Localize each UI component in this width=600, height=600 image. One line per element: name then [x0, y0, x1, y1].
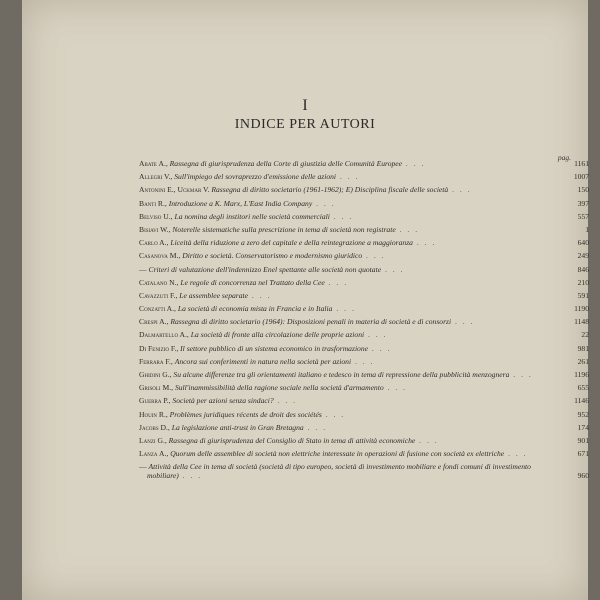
book-page	[22, 0, 588, 600]
entry-page-number: 671	[577, 449, 589, 459]
index-entry	[139, 199, 589, 208]
entry-page-number: 640	[577, 238, 589, 248]
index-entry	[139, 291, 589, 300]
entry-author: Abate A.,	[139, 159, 168, 168]
entry-title: Sull'impiego del sovraprezzo d'emissione delle azioni	[174, 172, 337, 182]
entry-page-number: 150	[577, 185, 589, 195]
entry-author: —	[139, 462, 147, 472]
entry-author: Conzatti A.,	[139, 304, 176, 314]
entry-page-number: 22	[581, 330, 589, 340]
leader-dots: . . .	[329, 211, 354, 221]
leader-dots: . . .	[178, 471, 203, 481]
index-entry	[139, 185, 589, 194]
entry-author: Ferrara F.,	[139, 356, 173, 366]
entry-author: Allegri V.,	[139, 172, 173, 182]
entry-title: Le assemblee separate	[179, 290, 249, 300]
leader-dots: . . .	[248, 290, 272, 300]
entry-author: Banti R.,	[139, 198, 167, 208]
index-entry	[139, 225, 589, 234]
entry-title: Diritto e società. Conservatorismo e modernismo giuridico	[182, 251, 363, 261]
entry-page-number: 901	[577, 435, 589, 445]
entry-title: Rassegna di giurisprudenza del Consiglio di Stato in tema di attività economiche	[168, 435, 416, 445]
entry-page-number: 210	[577, 277, 589, 287]
leader-dots: . . .	[448, 185, 472, 195]
entry-title: Società per azioni senza sindaci?	[172, 396, 274, 406]
entry-author: Cavazzuti F.,	[139, 290, 178, 300]
page-title: INDICE PER AUTORI	[234, 117, 376, 132]
index-entry	[139, 172, 589, 181]
entry-page-number: 846	[577, 264, 589, 274]
leader-dots: . . .	[415, 435, 439, 445]
entry-author: Di Fenizio F.,	[139, 343, 179, 353]
index-entry	[139, 278, 589, 287]
entry-author: Bisiavi W.,	[139, 224, 171, 234]
entry-title: Rassegna di diritto societario (1964): Disposizioni penali in materia di società e di consorzi	[170, 317, 452, 327]
entry-page-number: 1007	[573, 172, 589, 182]
entry-page-number: 174	[577, 422, 589, 432]
entry-title: La società di economia mista in Francia e in Italia	[177, 304, 333, 314]
leader-dots: . . .	[402, 159, 426, 168]
index-entry	[139, 370, 589, 379]
index-entry	[139, 265, 589, 274]
entry-title: Criteri di valutazione dell'indennizzo Enel spettante alle società non quotate	[148, 264, 382, 274]
entry-author: Ghidini G.,	[139, 370, 172, 379]
entry-title: Liceità della riduzione a zero del capitale e della reintegrazione a maggioranza	[170, 238, 413, 248]
entry-title: Attività della Cee in tema di società (società di tipo europeo, società di investimento mobiliare e fondi comuni di investimento mobiliare)	[147, 462, 531, 481]
entry-page-number: 1190	[574, 304, 589, 314]
entry-author: Antonini E., Uckmar V.	[139, 185, 210, 195]
index-entry	[139, 436, 589, 445]
leader-dots: . . .	[451, 317, 475, 327]
entry-page-number: 591	[577, 290, 589, 300]
entry-page-number: 1146	[574, 396, 589, 406]
entry-page-number: 397	[577, 198, 589, 208]
leader-dots: . . .	[395, 224, 420, 234]
entry-author: Dalmartello A.,	[139, 330, 189, 340]
entry-title: La società di fronte alla circolazione delle proprie azioni	[190, 330, 365, 340]
index-entry	[139, 304, 589, 313]
entry-title: Su alcune differenze tra gli orientamenti italiano e tedesco in tema di repressione della pubblicità menzognera	[173, 370, 510, 379]
index-entry	[139, 212, 589, 221]
section-number: I	[302, 97, 308, 114]
entry-author: Houin R.,	[139, 409, 168, 419]
leader-dots: . . .	[324, 277, 349, 287]
entry-page-number: 655	[577, 383, 589, 393]
entry-title: Problèmes juridiques récents de droit des sociétés	[169, 409, 322, 419]
entry-title: Rassegna di diritto societario (1961-1962); E) Disciplina fiscale delle società	[211, 185, 449, 195]
entry-page-number: 249	[577, 251, 589, 261]
leader-dots: . . .	[383, 383, 408, 393]
index-entry	[139, 462, 589, 480]
entry-title: Quorum delle assemblee di società non elettriche interessate in operazioni di fusione con società ex elettriche	[170, 449, 505, 459]
entry-author: Crespi A.,	[139, 317, 169, 327]
entry-author: Grisoli M.,	[139, 383, 174, 393]
entry-page-number: 1148	[574, 317, 589, 327]
entry-title: La legislazione anti-trust in Gran Bretagna	[171, 422, 304, 432]
index-entry	[139, 357, 589, 366]
leader-dots: . . .	[312, 198, 336, 208]
entry-title: La nomina degli institori nelle società commerciali	[174, 211, 330, 221]
entry-title: Noterelle sistematiche sulla prescrizione in tema di società non registrate	[172, 224, 396, 234]
leader-dots: . . .	[332, 304, 356, 314]
entry-author: Carlo A.,	[139, 238, 169, 248]
index-entry	[139, 251, 589, 260]
entry-page-number: 952	[577, 409, 589, 419]
leader-dots: . . .	[351, 356, 375, 366]
entry-author: Jacobs D.,	[139, 422, 170, 432]
index-entry	[139, 423, 589, 432]
entry-page-number: 1196	[574, 370, 589, 379]
leader-dots: . . .	[362, 251, 386, 261]
entry-title: Le regole di concorrenza nel Trattato della Cee	[180, 277, 325, 287]
entry-author: Belviso U.,	[139, 211, 173, 221]
leader-dots: . . .	[509, 370, 533, 379]
entry-title: Il settore pubblico di un sistema economico in trasformazione	[180, 343, 369, 353]
entry-page-number: 261	[577, 356, 589, 366]
page-column-label: pag.	[557, 153, 571, 162]
entry-author: Casanova M.,	[139, 251, 181, 261]
leader-dots: . . .	[504, 449, 528, 459]
entry-author: Guerra P.,	[139, 396, 171, 406]
author-index-list	[139, 153, 589, 485]
entry-page-number: 981	[577, 343, 589, 353]
index-entry	[139, 238, 589, 247]
index-entry	[139, 396, 589, 405]
entry-author: Lanza A.,	[139, 449, 169, 459]
leader-dots: . . .	[321, 409, 346, 419]
entry-author: Catalano N.,	[139, 277, 179, 287]
entry-page-number: 1161	[574, 159, 589, 168]
index-entry	[139, 383, 589, 392]
index-entry	[139, 410, 589, 419]
entry-title: Ancora sui conferimenti in natura nella società per azioni	[174, 356, 352, 366]
leader-dots: . . .	[303, 422, 328, 432]
leader-dots: . . .	[368, 343, 392, 353]
index-entry	[139, 449, 589, 458]
entry-author: —	[139, 264, 147, 274]
leader-dots: . . .	[364, 330, 388, 340]
leader-dots: . . .	[412, 238, 437, 248]
entry-author: Lanzi G.,	[139, 435, 167, 445]
leader-dots: . . .	[336, 172, 360, 182]
leader-dots: . . .	[273, 396, 298, 406]
entry-page-number: 1	[585, 224, 589, 234]
index-entry	[139, 159, 589, 168]
index-entry	[139, 344, 589, 353]
leader-dots: . . .	[381, 264, 405, 274]
entry-title: Sull'inammissibilità della ragione sociale nella società d'armamento	[174, 383, 384, 393]
entry-page-number: 960	[577, 471, 589, 481]
entry-title: Introduzione a K. Marx, L'East India Company	[168, 198, 313, 208]
entry-title: Rassegna di giurisprudenza della Corte di giustizia delle Comunità Europee	[169, 159, 403, 168]
index-entry	[139, 317, 589, 326]
index-entry	[139, 330, 589, 339]
entry-page-number: 557	[577, 211, 589, 221]
